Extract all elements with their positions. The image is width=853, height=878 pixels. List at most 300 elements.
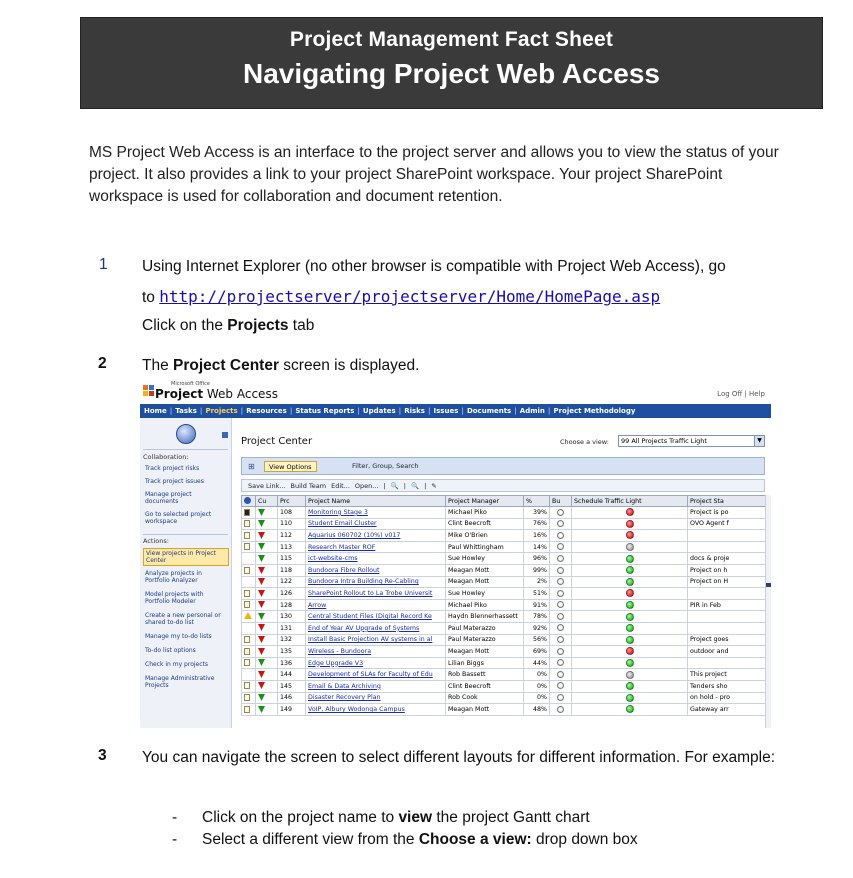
column-header[interactable] bbox=[550, 496, 572, 507]
schedule-traffic-light bbox=[572, 564, 688, 576]
sidebar-item-analyze[interactable]: Analyze projects in Portfolio Analyzer bbox=[145, 570, 202, 584]
bullet-choose-view bbox=[172, 829, 638, 851]
indicator-cell bbox=[242, 507, 256, 519]
indicator-cell bbox=[242, 599, 256, 611]
toolbar-item[interactable]: Edit... bbox=[331, 482, 350, 490]
step-2-text bbox=[142, 355, 419, 377]
fact-sheet-header bbox=[80, 17, 823, 109]
step-3-text: You can navigate the screen to select different layouts for different information. For example: bbox=[142, 749, 775, 766]
flag-icon bbox=[258, 590, 265, 597]
indicator-cell bbox=[242, 518, 256, 530]
project-center-title: Project Center bbox=[241, 436, 313, 447]
column-header[interactable] bbox=[446, 496, 524, 507]
project-name-link[interactable]: Central Student Files (Digital Record Ke bbox=[306, 611, 446, 623]
project-status: outdoor and bbox=[688, 646, 766, 658]
document-icon[interactable] bbox=[244, 648, 250, 655]
table-row[interactable] bbox=[242, 622, 766, 634]
document-icon[interactable] bbox=[244, 509, 250, 516]
header-subtitle: Navigating Project Web Access bbox=[242, 58, 661, 89]
project-manager: Meagan Mott bbox=[446, 704, 524, 716]
flag-icon bbox=[258, 520, 265, 527]
budget-indicator-icon bbox=[557, 682, 564, 689]
project-number: 149 bbox=[278, 704, 306, 716]
sidebar-item-manage-todo[interactable]: Manage my to-do lists bbox=[145, 633, 212, 640]
flag-cell bbox=[256, 657, 278, 669]
view-options-button[interactable]: View Options bbox=[264, 461, 317, 472]
view-options-bar bbox=[241, 457, 765, 475]
step-1-text: Using Internet Explorer (no other browser is compatible with Project Web Access), go bbox=[142, 258, 726, 275]
grid-toolbar bbox=[241, 479, 765, 492]
project-number: 113 bbox=[278, 541, 306, 553]
budget-indicator-icon bbox=[557, 543, 564, 550]
flag-icon bbox=[258, 601, 265, 608]
project-name-link[interactable]: End of Year AV Upgrade of Systems bbox=[306, 622, 446, 634]
collaboration-heading: Collaboration: bbox=[143, 453, 189, 461]
percent-complete: 99% bbox=[524, 564, 550, 576]
step-1-click-pre: Click on the bbox=[142, 317, 223, 334]
schedule-traffic-light bbox=[572, 507, 688, 519]
flag-cell bbox=[256, 576, 278, 588]
traffic-light-icon bbox=[626, 624, 634, 632]
logo-bold: Project bbox=[155, 387, 204, 401]
document-icon[interactable] bbox=[244, 532, 250, 539]
traffic-light-icon bbox=[626, 520, 634, 528]
sidebar-item-view-projects[interactable]: View projects in Project Center bbox=[143, 548, 229, 566]
percent-complete: 0% bbox=[524, 680, 550, 692]
info-icon bbox=[244, 497, 251, 504]
flag-cell bbox=[256, 669, 278, 681]
bullet-2-post: drop down box bbox=[535, 831, 638, 848]
percent-complete: 44% bbox=[524, 657, 550, 669]
traffic-light-icon bbox=[626, 508, 634, 516]
toolbar-item: | bbox=[383, 482, 386, 490]
traffic-light-icon bbox=[626, 705, 634, 713]
flag-icon bbox=[258, 555, 265, 562]
column-label: Bu bbox=[552, 497, 561, 505]
flag-icon bbox=[258, 624, 265, 631]
flag-cell bbox=[256, 680, 278, 692]
document-icon[interactable] bbox=[244, 636, 250, 643]
flag-cell bbox=[256, 541, 278, 553]
nav-tab-updates[interactable]: Updates bbox=[362, 407, 396, 415]
traffic-light-icon bbox=[626, 566, 634, 574]
logo-name bbox=[155, 387, 278, 401]
traffic-light-icon bbox=[626, 636, 634, 644]
flag-cell bbox=[256, 704, 278, 716]
schedule-traffic-light bbox=[572, 692, 688, 704]
project-name-link[interactable]: Arrow bbox=[306, 599, 446, 611]
column-header[interactable] bbox=[242, 496, 256, 507]
step-2-number: 2 bbox=[98, 355, 107, 372]
column-header[interactable] bbox=[688, 496, 766, 507]
step-2-pre: The bbox=[142, 357, 169, 374]
schedule-traffic-light bbox=[572, 518, 688, 530]
project-manager: Mike O'Brien bbox=[446, 530, 524, 542]
schedule-traffic-light bbox=[572, 622, 688, 634]
project-manager: Clint Beecroft bbox=[446, 518, 524, 530]
project-manager: Meagan Mott bbox=[446, 576, 524, 588]
table-row[interactable] bbox=[242, 553, 766, 565]
indicator-cell bbox=[242, 634, 256, 646]
schedule-traffic-light bbox=[572, 588, 688, 600]
traffic-light-icon bbox=[626, 682, 634, 690]
nav-tab-documents[interactable]: Documents bbox=[466, 407, 512, 415]
nav-separator: | bbox=[427, 407, 431, 415]
step-1-url-line bbox=[142, 286, 660, 309]
table-row[interactable] bbox=[242, 530, 766, 542]
flag-cell bbox=[256, 622, 278, 634]
toolbar-item[interactable]: ✎ bbox=[431, 482, 437, 490]
nav-separator: | bbox=[199, 407, 203, 415]
sidebar-item-todo-options[interactable]: To-do list options bbox=[145, 647, 196, 654]
nav-separator: | bbox=[547, 407, 551, 415]
toolbar-item[interactable]: 🔍 bbox=[410, 482, 420, 490]
bullet-2-bold: Choose a view: bbox=[418, 831, 532, 848]
project-number: 135 bbox=[278, 646, 306, 658]
traffic-light-icon bbox=[626, 601, 634, 609]
budget-indicator-icon bbox=[557, 706, 564, 713]
percent-complete: 0% bbox=[524, 692, 550, 704]
flag-icon bbox=[258, 636, 265, 643]
project-name-link[interactable]: Email & Data Archiving bbox=[306, 680, 446, 692]
table-row[interactable] bbox=[242, 657, 766, 669]
pwa-sidebar bbox=[140, 418, 232, 728]
percent-complete: 76% bbox=[524, 518, 550, 530]
budget-indicator-icon bbox=[557, 624, 564, 631]
step-2-bold: Project Center bbox=[173, 357, 279, 374]
schedule-traffic-light bbox=[572, 669, 688, 681]
project-number: 130 bbox=[278, 611, 306, 623]
chevron-down-icon: ▼ bbox=[754, 436, 764, 446]
column-header[interactable] bbox=[256, 496, 278, 507]
table-row[interactable] bbox=[242, 611, 766, 623]
percent-complete: 39% bbox=[524, 507, 550, 519]
project-name-link[interactable]: SharePoint Rollout to La Trobe Universit bbox=[306, 588, 446, 600]
indicator-cell bbox=[242, 553, 256, 565]
indicator-cell bbox=[242, 680, 256, 692]
nav-tab-project-methodology[interactable]: Project Methodology bbox=[553, 407, 636, 415]
flag-icon bbox=[258, 648, 265, 655]
table-row[interactable] bbox=[242, 564, 766, 576]
budget-indicator-icon bbox=[557, 601, 564, 608]
project-web-access-screenshot bbox=[140, 378, 771, 728]
budget-cell bbox=[550, 518, 572, 530]
document-icon[interactable] bbox=[244, 520, 250, 527]
column-header[interactable] bbox=[524, 496, 550, 507]
table-row[interactable] bbox=[242, 518, 766, 530]
traffic-light-icon bbox=[626, 589, 634, 597]
project-name-link[interactable]: Disaster Recovery Plan bbox=[306, 692, 446, 704]
budget-cell bbox=[550, 646, 572, 658]
nav-tab-risks[interactable]: Risks bbox=[404, 407, 425, 415]
project-name-link[interactable]: Aquarius 060702 (10%) v017 bbox=[306, 530, 446, 542]
table-row[interactable] bbox=[242, 704, 766, 716]
traffic-light-icon bbox=[626, 647, 634, 655]
pwa-nav-bar bbox=[140, 404, 771, 418]
project-name-link[interactable]: Development of SLAs for Faculty of Edu bbox=[306, 669, 446, 681]
project-status bbox=[688, 611, 766, 623]
budget-cell bbox=[550, 530, 572, 542]
bullet-view-gantt bbox=[172, 807, 638, 829]
indicator-cell bbox=[242, 588, 256, 600]
project-name-link[interactable]: Install Basic Projection AV systems in al bbox=[306, 634, 446, 646]
traffic-light-icon bbox=[626, 555, 634, 563]
document-icon[interactable] bbox=[244, 601, 250, 608]
project-name-link[interactable]: VoIP, Albury Wodonga Campus bbox=[306, 704, 446, 716]
table-row[interactable] bbox=[242, 576, 766, 588]
step-1-click-line bbox=[142, 315, 314, 337]
sidebar-item-model[interactable]: Model projects with Portfolio Modeler bbox=[145, 591, 204, 605]
indicator-cell bbox=[242, 541, 256, 553]
flag-cell bbox=[256, 646, 278, 658]
document-icon[interactable] bbox=[244, 706, 250, 713]
step-3-number: 3 bbox=[98, 747, 107, 764]
project-number: 144 bbox=[278, 669, 306, 681]
project-name-link[interactable]: Student Email Cluster bbox=[306, 518, 446, 530]
project-name-link[interactable]: Monitoring Stage 3 bbox=[306, 507, 446, 519]
budget-indicator-icon bbox=[557, 555, 564, 562]
step-1-number: 1 bbox=[99, 256, 108, 273]
step-3-bullets bbox=[172, 807, 638, 851]
budget-indicator-icon bbox=[557, 694, 564, 701]
toolbar-item[interactable]: Open... bbox=[354, 482, 379, 490]
project-number: 110 bbox=[278, 518, 306, 530]
nav-tab-status-reports[interactable]: Status Reports bbox=[295, 407, 355, 415]
sidebar-item-track-issues[interactable]: Track project issues bbox=[145, 478, 204, 485]
nav-separator: | bbox=[514, 407, 517, 415]
flag-cell bbox=[256, 553, 278, 565]
table-row[interactable] bbox=[242, 669, 766, 681]
logoff-help-links[interactable]: Log Off | Help bbox=[717, 390, 765, 398]
budget-cell bbox=[550, 669, 572, 681]
choose-view-label: Choose a view: bbox=[560, 438, 609, 446]
sidebar-item-manage-docs[interactable]: Manage project documents bbox=[145, 491, 192, 505]
project-status bbox=[688, 541, 766, 553]
project-name-link[interactable]: Wireless - Bundoora bbox=[306, 646, 446, 658]
column-label: Cu bbox=[258, 497, 267, 505]
budget-indicator-icon bbox=[557, 532, 564, 539]
budget-cell bbox=[550, 599, 572, 611]
nav-tab-tasks[interactable]: Tasks bbox=[175, 407, 197, 415]
schedule-traffic-light bbox=[572, 634, 688, 646]
project-number: 118 bbox=[278, 564, 306, 576]
percent-complete: 48% bbox=[524, 704, 550, 716]
traffic-light-icon bbox=[626, 659, 634, 667]
grid-scrollbar[interactable] bbox=[765, 495, 771, 728]
nav-tab-resources[interactable]: Resources bbox=[246, 407, 287, 415]
project-name-link[interactable]: Research Master ROF bbox=[306, 541, 446, 553]
sidebar-item-track-risks[interactable]: Track project risks bbox=[145, 465, 200, 472]
project-manager: Clint Beecroft bbox=[446, 680, 524, 692]
indicator-cell bbox=[242, 657, 256, 669]
budget-cell bbox=[550, 692, 572, 704]
column-label: Project Manager bbox=[448, 497, 500, 505]
nav-separator: | bbox=[169, 407, 173, 415]
flag-cell bbox=[256, 692, 278, 704]
document-icon[interactable] bbox=[244, 543, 250, 550]
indicator-cell bbox=[242, 692, 256, 704]
percent-complete: 96% bbox=[524, 553, 550, 565]
toolbar-item: | bbox=[424, 482, 427, 490]
document-icon[interactable] bbox=[244, 590, 250, 597]
traffic-light-icon bbox=[626, 578, 634, 586]
toolbar-item[interactable]: Save Link... bbox=[248, 482, 286, 490]
percent-complete: 16% bbox=[524, 530, 550, 542]
document-icon[interactable] bbox=[244, 682, 250, 689]
flag-cell bbox=[256, 611, 278, 623]
project-name-link[interactable]: Bundoora Intra Building Re-Cabling bbox=[306, 576, 446, 588]
schedule-traffic-light bbox=[572, 704, 688, 716]
document-icon[interactable] bbox=[244, 659, 250, 666]
column-header[interactable] bbox=[278, 496, 306, 507]
project-status: Tenders sho bbox=[688, 680, 766, 692]
project-status bbox=[688, 622, 766, 634]
project-manager: Sue Howley bbox=[446, 588, 524, 600]
schedule-traffic-light bbox=[572, 553, 688, 565]
bullet-dash: - bbox=[172, 809, 178, 826]
project-status: Project on H bbox=[688, 576, 766, 588]
budget-cell bbox=[550, 553, 572, 565]
expand-icon[interactable]: ⊞ bbox=[248, 462, 255, 471]
budget-indicator-icon bbox=[557, 509, 564, 516]
project-name-link[interactable]: ict-website-cms bbox=[306, 553, 446, 565]
document-icon[interactable] bbox=[244, 567, 250, 574]
bullet-1-pre: Click on the project name to bbox=[202, 809, 395, 826]
nav-tab-home[interactable]: Home bbox=[144, 407, 167, 415]
indicator-cell bbox=[242, 611, 256, 623]
document-icon[interactable] bbox=[244, 694, 250, 701]
flag-icon bbox=[258, 543, 265, 550]
bullet-dash: - bbox=[172, 831, 178, 848]
traffic-light-icon bbox=[626, 543, 634, 551]
toolbar-item[interactable]: 🔍 bbox=[390, 482, 399, 490]
table-row[interactable] bbox=[242, 680, 766, 692]
percent-complete: 56% bbox=[524, 634, 550, 646]
sidebar-item-go-workspace[interactable]: Go to selected project workspace bbox=[145, 511, 212, 525]
project-name-link[interactable]: Edge Upgrade V3 bbox=[306, 657, 446, 669]
flag-cell bbox=[256, 634, 278, 646]
project-manager: Michael Piko bbox=[446, 507, 524, 519]
project-status: on hold - pro bbox=[688, 692, 766, 704]
bullet-1-post: the project Gantt chart bbox=[436, 809, 590, 826]
nav-separator: | bbox=[240, 407, 244, 415]
sidebar-collapse-icon[interactable] bbox=[222, 432, 228, 438]
project-number: 132 bbox=[278, 634, 306, 646]
traffic-light-icon bbox=[626, 531, 634, 539]
project-number: 128 bbox=[278, 599, 306, 611]
nav-separator: | bbox=[398, 407, 402, 415]
table-row[interactable] bbox=[242, 692, 766, 704]
project-manager: Paul Materazzo bbox=[446, 622, 524, 634]
sidebar-item-create-todo[interactable]: Create a new personal or shared to-do list bbox=[145, 612, 221, 626]
table-row[interactable] bbox=[242, 599, 766, 611]
column-header[interactable] bbox=[572, 496, 688, 507]
flag-icon bbox=[258, 613, 265, 620]
flag-cell bbox=[256, 564, 278, 576]
flag-cell bbox=[256, 530, 278, 542]
choose-view-select[interactable] bbox=[618, 435, 765, 447]
budget-indicator-icon bbox=[557, 590, 564, 597]
column-label: Project Name bbox=[308, 497, 351, 505]
flag-icon bbox=[258, 659, 265, 666]
table-row[interactable] bbox=[242, 507, 766, 519]
project-server-link[interactable]: http://projectserver/projectserver/Home/HomePage.asp bbox=[159, 287, 661, 306]
budget-indicator-icon bbox=[557, 520, 564, 527]
project-number: 136 bbox=[278, 657, 306, 669]
budget-cell bbox=[550, 541, 572, 553]
project-number: 115 bbox=[278, 553, 306, 565]
step-1-click-post: tab bbox=[292, 317, 315, 334]
schedule-traffic-light bbox=[572, 576, 688, 588]
indicator-cell bbox=[242, 704, 256, 716]
sidebar-item-manage-admin[interactable]: Manage Administrative Projects bbox=[145, 675, 215, 689]
flag-icon bbox=[258, 578, 265, 585]
nav-tab-admin[interactable]: Admin bbox=[519, 407, 545, 415]
budget-cell bbox=[550, 622, 572, 634]
project-number: 145 bbox=[278, 680, 306, 692]
scrollbar-thumb[interactable] bbox=[766, 583, 771, 587]
column-label: % bbox=[526, 497, 532, 505]
project-manager: Lilian Biggs bbox=[446, 657, 524, 669]
project-manager: Michael Piko bbox=[446, 599, 524, 611]
indicator-cell bbox=[242, 622, 256, 634]
table-row[interactable] bbox=[242, 646, 766, 658]
budget-indicator-icon bbox=[557, 648, 564, 655]
sidebar-item-check-in[interactable]: Check in my projects bbox=[145, 661, 208, 668]
budget-cell bbox=[550, 634, 572, 646]
indicator-cell bbox=[242, 669, 256, 681]
nav-tab-issues[interactable]: Issues bbox=[433, 407, 459, 415]
flag-icon bbox=[258, 671, 265, 678]
budget-cell bbox=[550, 680, 572, 692]
flag-icon bbox=[258, 682, 265, 689]
pwa-logo bbox=[143, 381, 283, 401]
project-grid bbox=[241, 495, 766, 716]
bullet-2-pre: Select a different view from the bbox=[202, 831, 415, 848]
project-manager: Paul Materazzo bbox=[446, 634, 524, 646]
table-row[interactable] bbox=[242, 634, 766, 646]
budget-indicator-icon bbox=[557, 578, 564, 585]
office-logo-icon bbox=[143, 385, 155, 399]
table-row[interactable] bbox=[242, 541, 766, 553]
flag-cell bbox=[256, 507, 278, 519]
column-header[interactable] bbox=[306, 496, 446, 507]
flag-icon bbox=[258, 694, 265, 701]
table-row[interactable] bbox=[242, 588, 766, 600]
project-number: 112 bbox=[278, 530, 306, 542]
nav-separator: | bbox=[289, 407, 293, 415]
column-label: Project Sta bbox=[690, 497, 724, 505]
project-number: 122 bbox=[278, 576, 306, 588]
project-manager: Meagan Mott bbox=[446, 564, 524, 576]
project-name-link[interactable]: Bundoora Fibre Rollout bbox=[306, 564, 446, 576]
budget-indicator-icon bbox=[557, 671, 564, 678]
intro-paragraph: MS Project Web Access is an interface to the project server and allows you to view the status of your project. It also provides a link to your project SharePoint workspace. Your project SharePoint workspace is used for collaboration and document retention. bbox=[89, 144, 779, 205]
percent-complete: 0% bbox=[524, 669, 550, 681]
percent-complete: 14% bbox=[524, 541, 550, 553]
traffic-light-icon bbox=[626, 694, 634, 702]
schedule-traffic-light bbox=[572, 530, 688, 542]
project-status: Project goes bbox=[688, 634, 766, 646]
filter-group-search-link[interactable]: Filter, Group, Search bbox=[352, 462, 419, 470]
flag-cell bbox=[256, 588, 278, 600]
nav-tab-projects[interactable]: Projects bbox=[205, 407, 238, 415]
project-number: 131 bbox=[278, 622, 306, 634]
project-manager: Paul Whittingham bbox=[446, 541, 524, 553]
toolbar-item[interactable]: Build Team bbox=[290, 482, 327, 490]
indicator-cell bbox=[242, 576, 256, 588]
budget-cell bbox=[550, 588, 572, 600]
